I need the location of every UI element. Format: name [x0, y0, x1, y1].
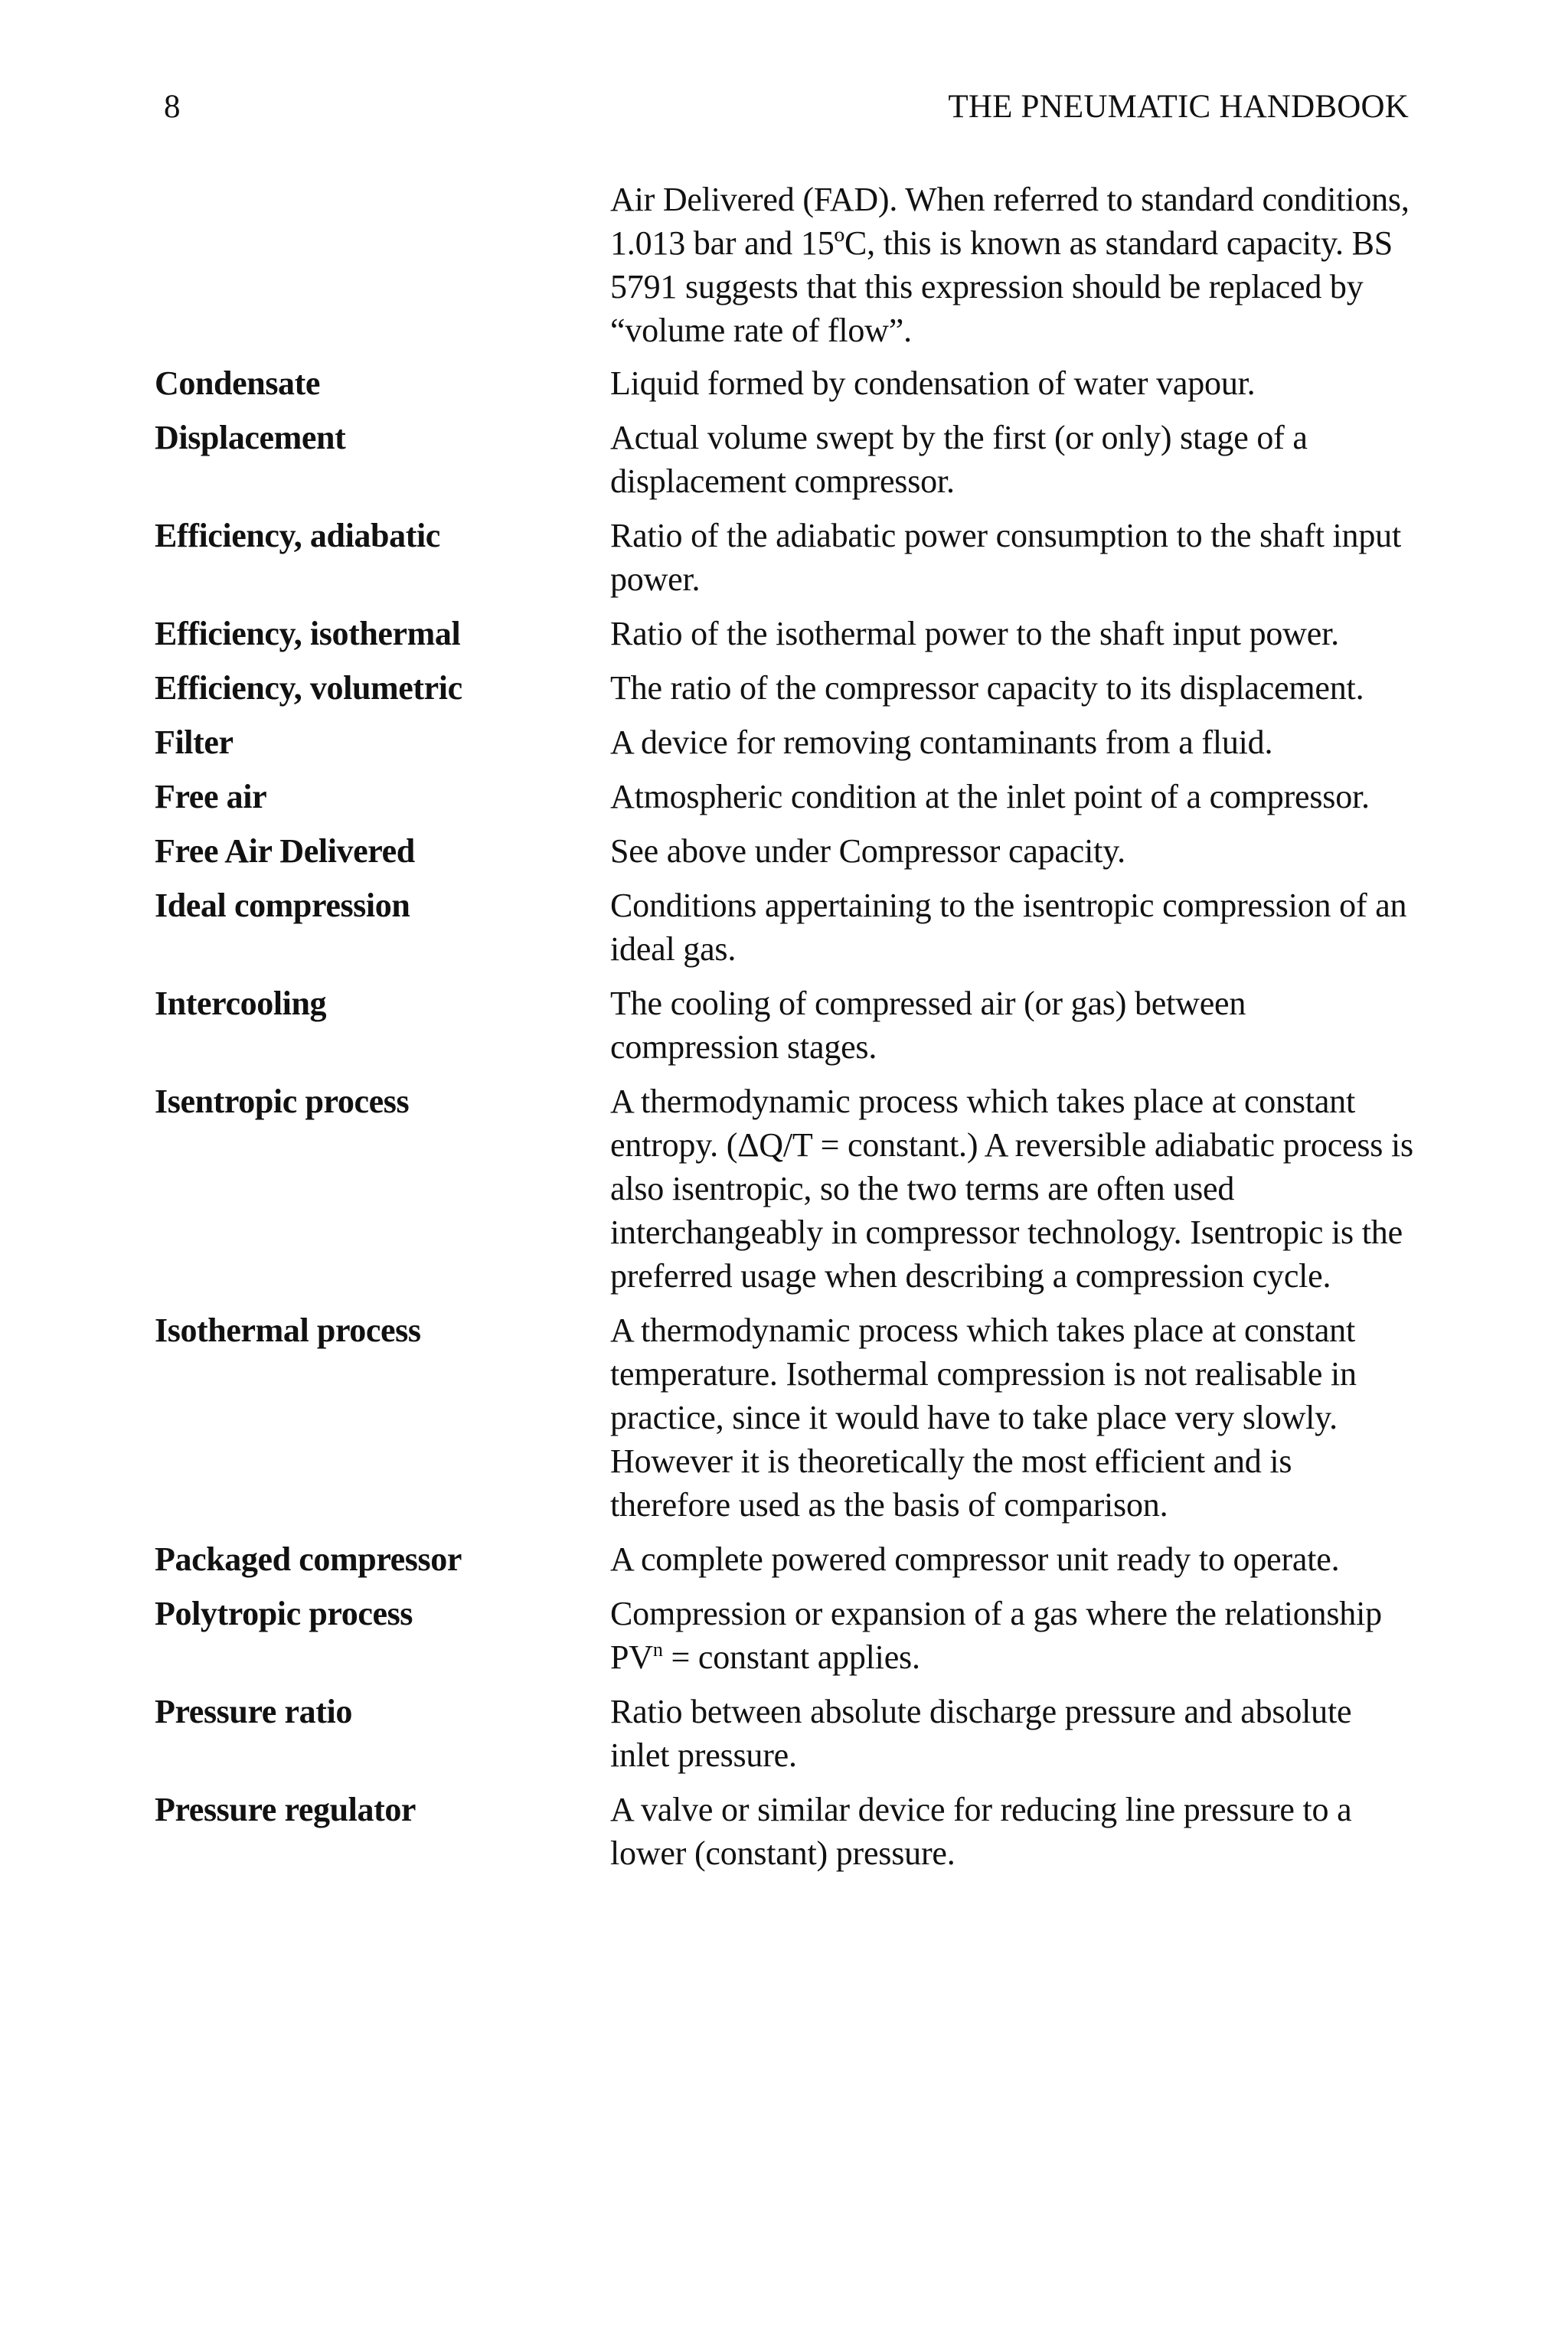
glossary-term: Intercooling	[155, 985, 327, 1022]
glossary-definition: The ratio of the compressor capacity to its displacement.	[610, 669, 1364, 707]
glossary-term: Condensate	[155, 364, 321, 402]
glossary-list	[155, 178, 1418, 1875]
page-number: 8	[164, 89, 181, 125]
glossary-entry	[155, 829, 1418, 873]
glossary-entry	[155, 1592, 1418, 1679]
glossary-definition: A valve or similar device for reducing line pressure to a lower (constant) pressure.	[610, 1791, 1352, 1872]
glossary-continuation	[155, 178, 1418, 352]
definition-text-before: Compression or expansion of a gas where the relationship PV	[610, 1595, 1382, 1676]
glossary-entry	[155, 514, 1418, 601]
glossary-definition: Ratio of the isothermal power to the shaft input power.	[610, 615, 1339, 652]
glossary-term: Efficiency, volumetric	[155, 669, 462, 707]
glossary-definition: A thermodynamic process which takes place at constant entropy. (ΔQ/T = constant.) A reversible adiabatic process is also isentropic, so the two terms are often used interchangeably in compressor technology. Isentropic is the preferred usage when describing a compression cycle.	[610, 1083, 1413, 1295]
glossary-definition: A device for removing contaminants from a fluid.	[610, 724, 1273, 761]
glossary-entry	[155, 416, 1418, 503]
glossary-term: Packaged compressor	[155, 1540, 462, 1578]
glossary-entry	[155, 1308, 1418, 1527]
glossary-entry	[155, 775, 1418, 818]
glossary-definition: See above under Compressor capacity.	[610, 832, 1125, 870]
glossary-definition	[610, 1592, 1418, 1679]
glossary-term: Pressure ratio	[155, 1693, 352, 1730]
glossary-entry	[155, 666, 1418, 710]
glossary-term: Free Air Delivered	[155, 832, 415, 870]
glossary-term: Free air	[155, 778, 267, 815]
glossary-definition: Actual volume swept by the first (or only) stage of a displacement compressor.	[610, 419, 1308, 500]
glossary-definition: A complete powered compressor unit ready to operate.	[610, 1540, 1340, 1578]
glossary-entry	[155, 1690, 1418, 1777]
glossary-entry	[155, 720, 1418, 764]
glossary-term: Polytropic process	[155, 1595, 413, 1632]
glossary-term: Isentropic process	[155, 1083, 410, 1120]
glossary-entry	[155, 612, 1418, 655]
glossary-entry	[155, 884, 1418, 971]
glossary-term: Displacement	[155, 419, 346, 456]
glossary-definition: Ratio between absolute discharge pressure and absolute inlet pressure.	[610, 1693, 1352, 1774]
glossary-definition: The cooling of compressed air (or gas) between compression stages.	[610, 985, 1246, 1066]
glossary-definition: Conditions appertaining to the isentropic compression of an ideal gas.	[610, 887, 1407, 968]
glossary-term: Ideal compression	[155, 887, 410, 924]
glossary-term: Filter	[155, 724, 234, 761]
running-head: THE PNEUMATIC HANDBOOK	[948, 89, 1409, 125]
glossary-definition: Ratio of the adiabatic power consumption to the shaft input power.	[610, 517, 1401, 598]
glossary-term: Efficiency, isothermal	[155, 615, 461, 652]
definition-superscript: n	[652, 1638, 663, 1661]
glossary-entry	[155, 361, 1418, 405]
glossary-entry	[155, 1537, 1418, 1581]
glossary-definition: Liquid formed by condensation of water vapour.	[610, 364, 1256, 402]
glossary-entry	[155, 1788, 1418, 1875]
glossary-definition: A thermodynamic process which takes place at constant temperature. Isothermal compression is not realisable in practice, since it would have to take place very slowly. However it is theoretically the most efficient and is therefore used as the basis of comparison.	[610, 1312, 1357, 1524]
glossary-definition: Atmospheric condition at the inlet point of a compressor.	[610, 778, 1370, 815]
glossary-term: Isothermal process	[155, 1312, 421, 1349]
glossary-term: Efficiency, adiabatic	[155, 517, 440, 554]
continuation-text: Air Delivered (FAD). When referred to standard conditions, 1.013 bar and 15ºC, this is known as standard capacity. BS 5791 suggests that this expression should be replaced by “volume rate of flow”.	[610, 181, 1410, 349]
glossary-entry	[155, 1080, 1418, 1298]
glossary-term: Pressure regulator	[155, 1791, 416, 1828]
definition-text-after: = constant applies.	[662, 1638, 920, 1676]
glossary-entry	[155, 982, 1418, 1069]
